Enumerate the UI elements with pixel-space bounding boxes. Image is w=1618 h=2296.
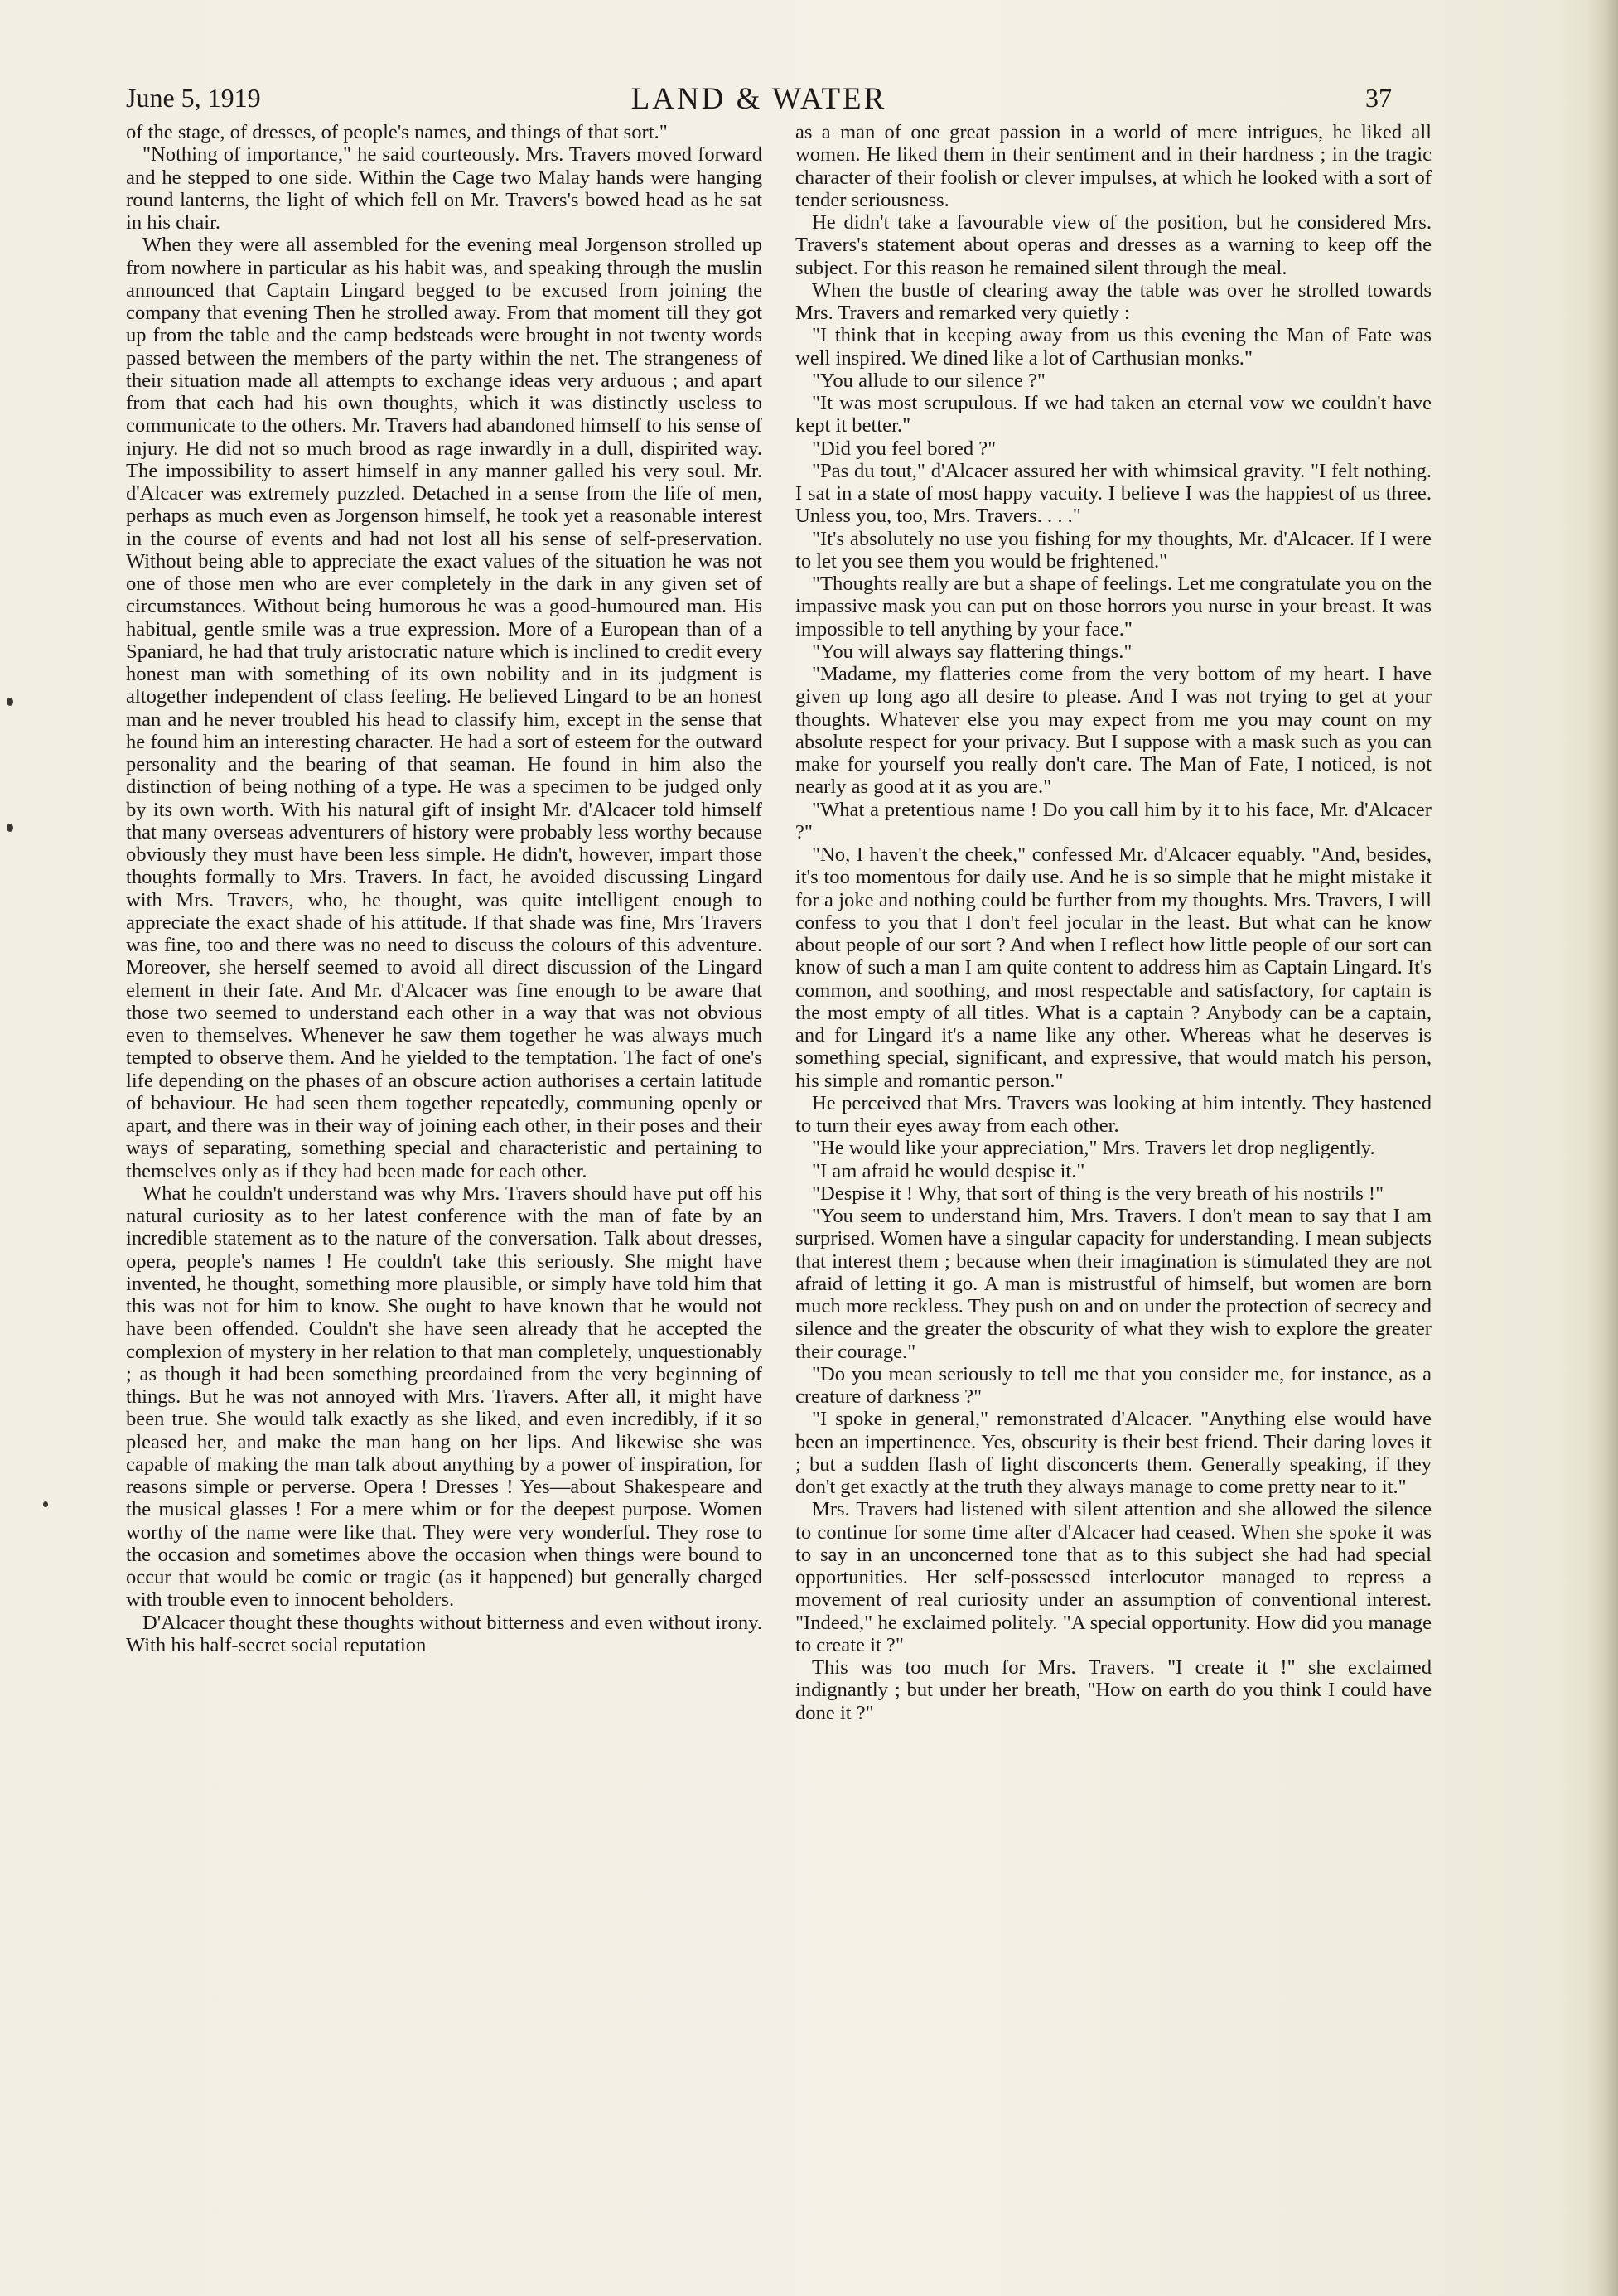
paragraph: "Do you mean seriously to tell me that you consider me, for instance, as a creature of darkness ?": [795, 1362, 1432, 1408]
paragraph: "He would like your appreciation," Mrs. Travers let drop negligently.: [812, 1137, 1375, 1160]
paragraph: He perceived that Mrs. Travers was looking at him intently. They hastened to turn their eyes away from each other.: [795, 1091, 1432, 1137]
paragraph: "Did you feel bored ?": [812, 437, 997, 460]
paragraph: "You will always say flattering things.": [812, 640, 1133, 663]
paragraph: "I think that in keeping away from us this evening the Man of Fate was well inspired. We dined like a lot of Carthusian monks.": [795, 324, 1432, 370]
margin-ink-mark: [7, 698, 13, 706]
paragraph: When they were all assembled for the evening meal Jorgenson strolled up from nowhere in particular as his habit was, and speaking through the muslin announced that Captain Lingard begged to be excused from joining the company that evening Then he strolled away. From that moment till they got up from the table and the camp bedsteads were brought in not twenty words passed between the members of the party within the net. The strangeness of their situation made all attempts to exchange ideas very arduous ; and apart from that each had his own thoughts, which it was distinctly useless to communicate to the others. Mr. Travers had abandoned himself to his sense of injury. He did not so much brood as rage inwardly in a dull, dispirited way. The impossibility to assert himself in any manner galled his very soul. Mr. d'Alcacer was extremely puzzled. Detached in a sense from the life of men, perhaps as much even as Jorgenson himself, he took yet a reasonable interest in the course of events and had not lost all his sense of self-preservation. Without being able to appreciate the exact values of the situation he was not one of those men who are ever completely in the dark in any given set of circumstances. Without being humorous he was a good-humoured man. His habitual, gentle smile was a true expression. More of a European than of a Spaniard, he had that truly aristocratic nature which is inclined to credit every honest man with something of its own nobility and in its judgment is altogether independent of class feeling. He believed Lingard to be an honest man and he never troubled his head to classify him, except in the sense that he found him an interesting character. He had a sort of esteem for the outward personality and the bearing of that seaman. He found in him also the distinction of being nothing of a type. He was a specimen to be judged only by its own worth. With his natural gift of insight Mr. d'Alcacer told himself that many overseas adventurers of history were probably less worthy because obviously they must have been less simple. He didn't, however, impart those thoughts formally to Mrs. Travers. In fact, he avoided discussing Lingard with Mrs. Travers, who, he thought, was quite intelligent enough to appreciate the exact shade of his attitude. If that shade was fine, Mrs Travers was fine, too and there was no need to discuss the colours of this adventure. Moreover, she herself seemed to avoid all direct discussion of the Lingard element in their fate. And Mr. d'Alcacer was fine enough to be aware that those two seemed to understand each other in a way that was not obvious even to themselves. Whenever he saw them together he was always much tempted to observe them. And he yielded to the temptation. The fact of one's life depending on the phases of an obscure action authorises a certain latitude of behaviour. He had seen them together repeatedly, communing openly or apart, and there was in their way of joining each other, in their poses and their ways of separating, something special and characteristic and pertaining to themselves only as if they had been made for each other.: [126, 234, 762, 1182]
magazine-title: LAND & WATER: [630, 82, 887, 116]
paragraph: of the stage, of dresses, of people's names, and things of that sort.": [126, 121, 668, 143]
paragraph: What he couldn't understand was why Mrs. Travers should have put off his natural curiosity as to her latest conference with the man of fate by an incredible statement as to the nature of the conversation. Talk about dresses, opera, people's names ! He couldn't take this seriously. She might have invented, he thought, something more plausible, or simply have told him that this was not for him to know. She ought to have known that he would not have been offended. Couldn't she have seen already that he accepted the complexion of mystery in her relation to that man completely, unquestionably ; as though it had been something preordained from the very beginning of things. But he was not annoyed with Mrs. Travers. After all, it might have been true. She would talk exactly as she liked, and even incredibly, if it so pleased her, and make the man hang on her lips. And likewise she was capable of making the man talk about anything by a power of inspiration, for reasons simple or perverse. Opera ! Dresses ! Yes—about Shakespeare and the musical glasses ! For a mere whim or for the deepest purpose. Women worthy of the name were like that. They were very wonderful. They rose to the occasion and sometimes above the occasion when things were bound to occur that would be comic or tragic (as it happened) but generally charged with trouble even to innocent beholders.: [126, 1182, 762, 1612]
paragraph: "You seem to understand him, Mrs. Travers. I don't mean to say that I am surprised. Women have a singular capacity for understanding. I mean subjects that interest them ; because when their imagination is stimulated they are not afraid of letting it go. A man is mistrustful of himself, but women are born much more reckless. They push on and on under the protection of secrecy and silence and the greater the obscurity of what they wish to explore the greater their courage.": [795, 1205, 1432, 1363]
paragraph: "Thoughts really are but a shape of feelings. Let me congratulate you on the impassive mask you can put on those horrors you nurse in your breast. It was impossible to tell anything by your face.": [795, 573, 1432, 640]
paragraph: "It was most scrupulous. If we had taken an eternal vow we couldn't have kept it better.": [795, 392, 1432, 437]
text-column-left: [126, 121, 762, 1656]
paragraph: This was too much for Mrs. Travers. "I create it !" she exclaimed indignantly ; but under her breath, "How on earth do you think I could have done it ?": [795, 1656, 1432, 1724]
paragraph: "You allude to our silence ?": [812, 369, 1046, 392]
running-header: [126, 81, 1392, 119]
text-column-right: [795, 121, 1432, 1724]
paragraph: "Nothing of importance," he said courteously. Mrs. Travers moved forward and he stepped to one side. Within the Cage two Malay hands were hanging round lanterns, the light of which fell on Mr. Travers's bowed head as he sat in his chair.: [126, 143, 762, 234]
page-spine-edge: [1587, 0, 1618, 2296]
page-number: 37: [1365, 83, 1392, 113]
paragraph: "No, I haven't the cheek," confessed Mr. d'Alcacer equably. "And, besides, it's too momentous for daily use. And he is so simple that he might mistake it for a joke and nothing could be further from my thoughts. Mrs. Travers, I will confess to you that I don't feel jocular in the least. But what can he know about people of our sort ? And when I reflect how little people of our sort can know of such a man I am quite content to address him as Captain Lingard. It's common, and soothing, and most respectable and satisfactory, for captain is the most empty of all titles. What is a captain ? Anybody can be a captain, and for Lingard it's a name like any other. Whereas what he deserves is something special, significant, and expressive, that would match his person, his simple and romantic person.": [795, 843, 1432, 1092]
margin-ink-mark: [43, 1501, 48, 1507]
paragraph: "Despise it ! Why, that sort of thing is the very breath of his nostrils !": [812, 1182, 1384, 1205]
paragraph: "What a pretentious name ! Do you call him by it to his face, Mr. d'Alcacer ?": [795, 798, 1432, 843]
paragraph: "It's absolutely no use you fishing for my thoughts, Mr. d'Alcacer. If I were to let you see them you would be frightened.": [795, 527, 1432, 573]
paragraph: "Pas du tout," d'Alcacer assured her with whimsical gravity. "I felt nothing. I sat in a state of most happy vacuity. I believe I was the happiest of us three. Unless you, too, Mrs. Travers. . . .": [795, 459, 1432, 528]
paragraph: He didn't take a favourable view of the position, but he considered Mrs. Travers's statement about operas and dresses as a warning to keep off the subject. For this reason he remained silent through the meal.: [795, 211, 1432, 279]
paragraph: "I spoke in general," remonstrated d'Alcacer. "Anything else would have been an impertinence. Yes, obscurity is their best friend. Their daring loves it ; but a sudden flash of light disconcerts them. Generally speaking, if they don't get exactly at the truth they always manage to come pretty near to it.": [795, 1408, 1432, 1498]
paragraph: Mrs. Travers had listened with silent attention and she allowed the silence to continue for some time after d'Alcacer had ceased. When she spoke it was to say in an unconcerned tone that as to this subject she had had special opportunities. Her self-possessed interlocutor managed to repress a movement of real curiosity under an assumption of conventional interest. "Indeed," he exclaimed politely. "A special opportunity. How did you manage to create it ?": [795, 1498, 1432, 1656]
paragraph: When the bustle of clearing away the table was over he strolled towards Mrs. Travers and remarked very quietly :: [795, 278, 1432, 324]
paragraph: "Madame, my flatteries come from the very bottom of my heart. I have given up long ago all desire to please. And I was not trying to get at your thoughts. Whatever else you may expect from me you may count on my absolute respect for your privacy. But I suppose with a mask such as you can make for yourself you really don't care. The Man of Fate, I noticed, is not nearly as good at it as you are.": [795, 663, 1432, 799]
paragraph: as a man of one great passion in a world of mere intrigues, he liked all women. He liked them in their sentiment and in their hardness ; in the tragic character of their foolish or clever impulses, at which he looked with a sort of tender seriousness.: [795, 121, 1432, 211]
issue-date: June 5, 1919: [126, 83, 261, 113]
paragraph: "I am afraid he would despise it.": [812, 1159, 1085, 1182]
margin-ink-mark: [7, 824, 13, 832]
paragraph: D'Alcacer thought these thoughts without bitterness and even without irony. With his half-secret social reputation: [126, 1611, 762, 1656]
